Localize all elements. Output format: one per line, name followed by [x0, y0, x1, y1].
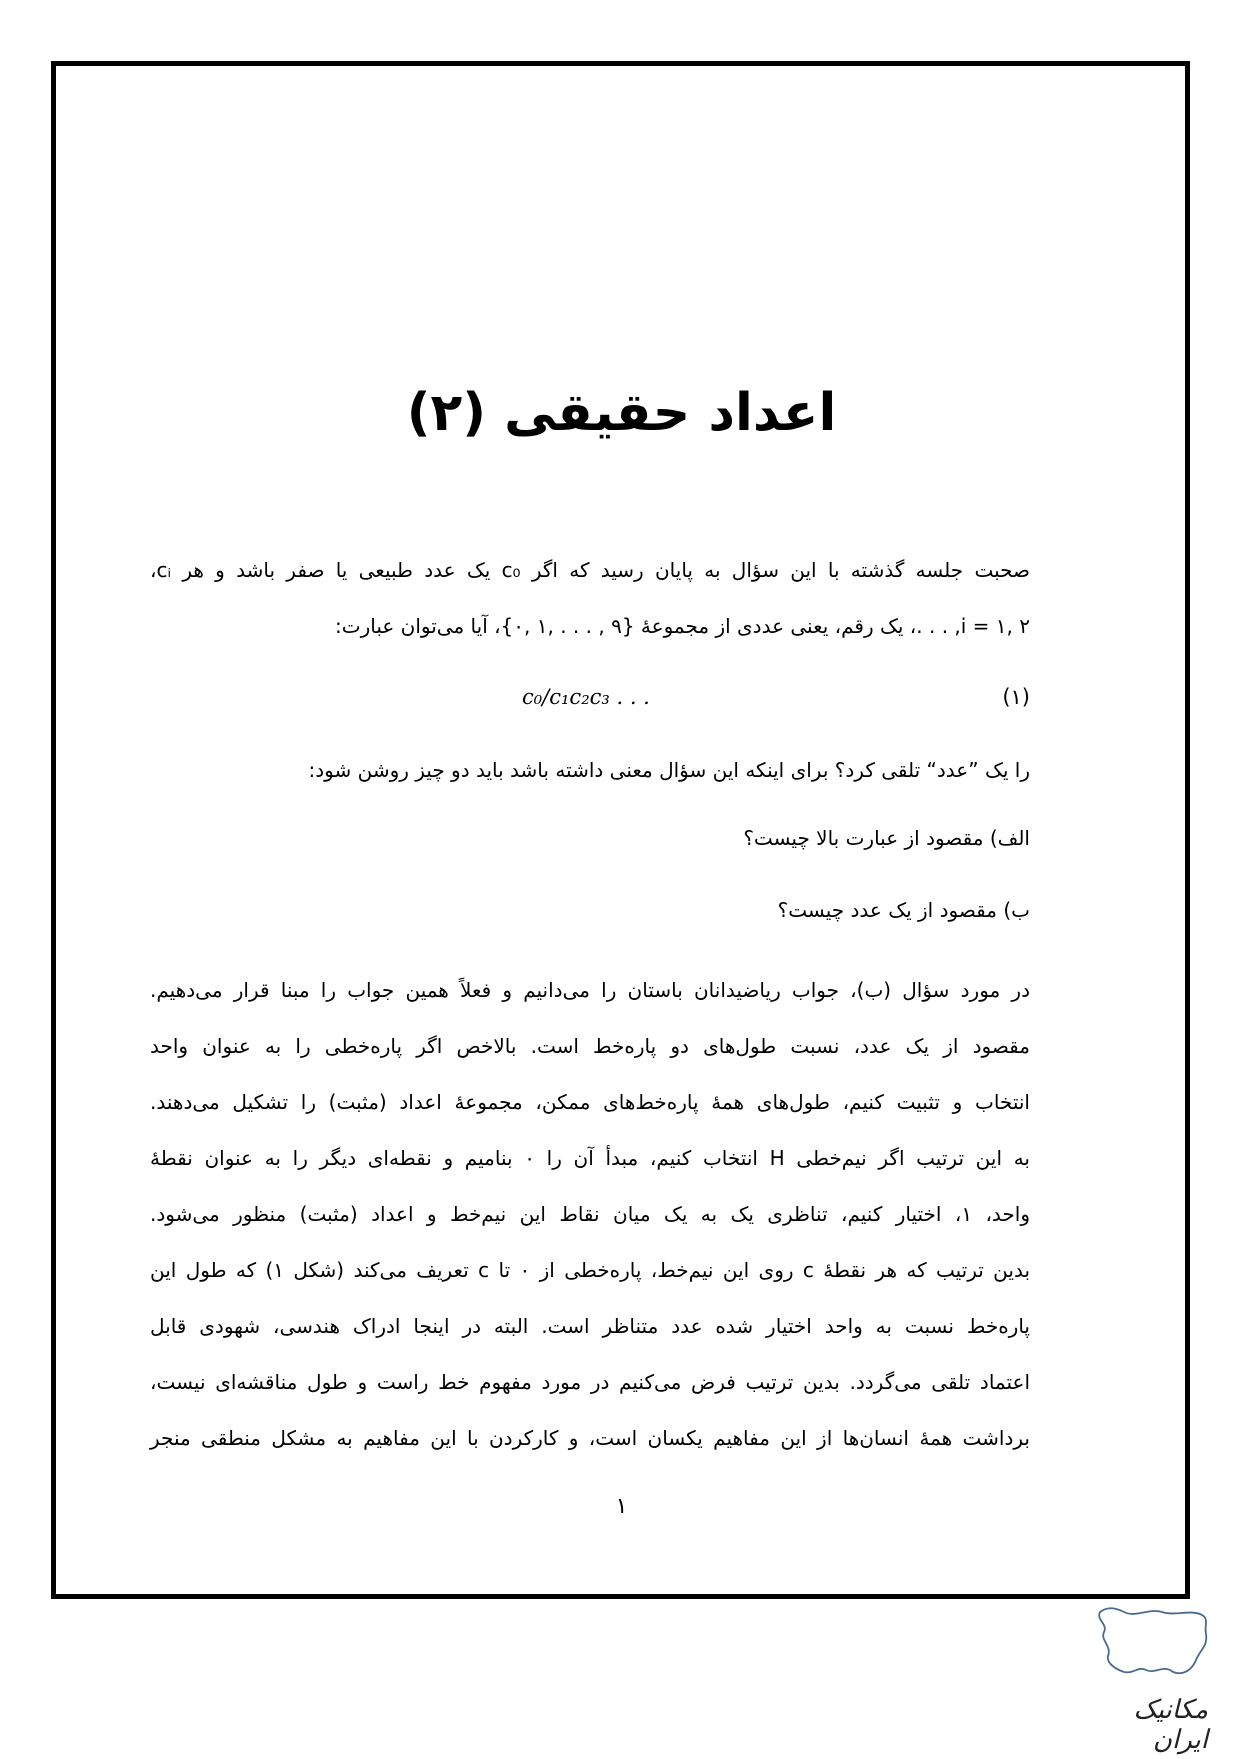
- text-line: به این ترتیب اگر نیم‌خطی H انتخاب کنیم، مبدأ آن را ۰ بنامیم و نقطه‌ای دیگر را به عنوان نقطهٔ: [150, 1146, 1030, 1170]
- question-item-alef: الف) مقصود از عبارت بالا چیست؟: [743, 826, 1030, 850]
- page-number: ۱: [615, 1494, 628, 1519]
- watermark-logo: [1078, 1600, 1228, 1755]
- equation-expression: c₀/c₁c₂c₃ . . .: [522, 685, 650, 709]
- text-line: انتخاب و تثبیت کنیم، طول‌های همهٔ پاره‌خط‌های ممکن، مجموعهٔ اعداد (مثبت) را تشکیل می‌دهند.: [150, 1090, 1030, 1114]
- question-paragraph: [150, 742, 1030, 798]
- iran-map-icon: [1078, 1600, 1228, 1710]
- equation-block: [150, 675, 1030, 725]
- body-paragraph: [150, 962, 1030, 1466]
- text-line: مقصود از یک عدد، نسبت طول‌های دو پاره‌خط است. بالاخص اگر پاره‌خطی را به عنوان واحد: [150, 1034, 1030, 1058]
- text-line: در مورد سؤال (ب)، جواب ریاضیدانان باستان را می‌دانیم و فعلاً همین جواب را مبنا قرار می‌دهیم.: [150, 978, 1030, 1002]
- question-item-be: ب) مقصود از یک عدد چیست؟: [777, 898, 1030, 922]
- text-line: واحد، ۱، اختیار کنیم، تناظری یک به یک میان نقاط این نیم‌خط و اعداد (مثبت) منظور می‌شود.: [150, 1202, 1030, 1226]
- text-line: بدین ترتیب که هر نقطهٔ c روی این نیم‌خط، پاره‌خطی از ۰ تا c تعریف می‌کند (شکل ۱) که طول این: [150, 1258, 1031, 1282]
- text-line: برداشت همهٔ انسان‌ها از این مفاهیم یکسان است، و کارکردن با این مفاهیم به مشکل منطقی منجر: [150, 1426, 1030, 1450]
- text-line: صحبت جلسه گذشته با این سؤال به پایان رسید که اگر c₀ یک عدد طبیعی یا صفر باشد و هر cᵢ،: [150, 558, 1031, 582]
- text-line: اعتماد تلقی می‌گردد. بدین ترتیب فرض می‌کنیم در مورد مفهوم خط راست و طول مناقشه‌ای نیست،: [150, 1370, 1030, 1394]
- text-line: i = ۱, ۲, . . .، یک رقم، یعنی عددی از مجموعهٔ {۹ , . . . ,۱ ,۰}، آیا می‌توان عبارت:: [335, 614, 1030, 638]
- equation-number: (۱): [1002, 685, 1030, 709]
- text-line: پاره‌خط نسبت به واحد اختیار شده عدد متناظر است. البته در اینجا ادراک هندسی، شهودی قابل: [150, 1314, 1030, 1338]
- watermark-text: مکانیک ایران: [1133, 1695, 1208, 1755]
- page-title: اعداد حقیقی (۲): [406, 383, 837, 443]
- intro-paragraph: [150, 542, 1030, 654]
- text-line: را یک ”عدد“ تلقی کرد؟ برای اینکه این سؤال معنی داشته باشد باید دو چیز روشن شود:: [308, 758, 1030, 782]
